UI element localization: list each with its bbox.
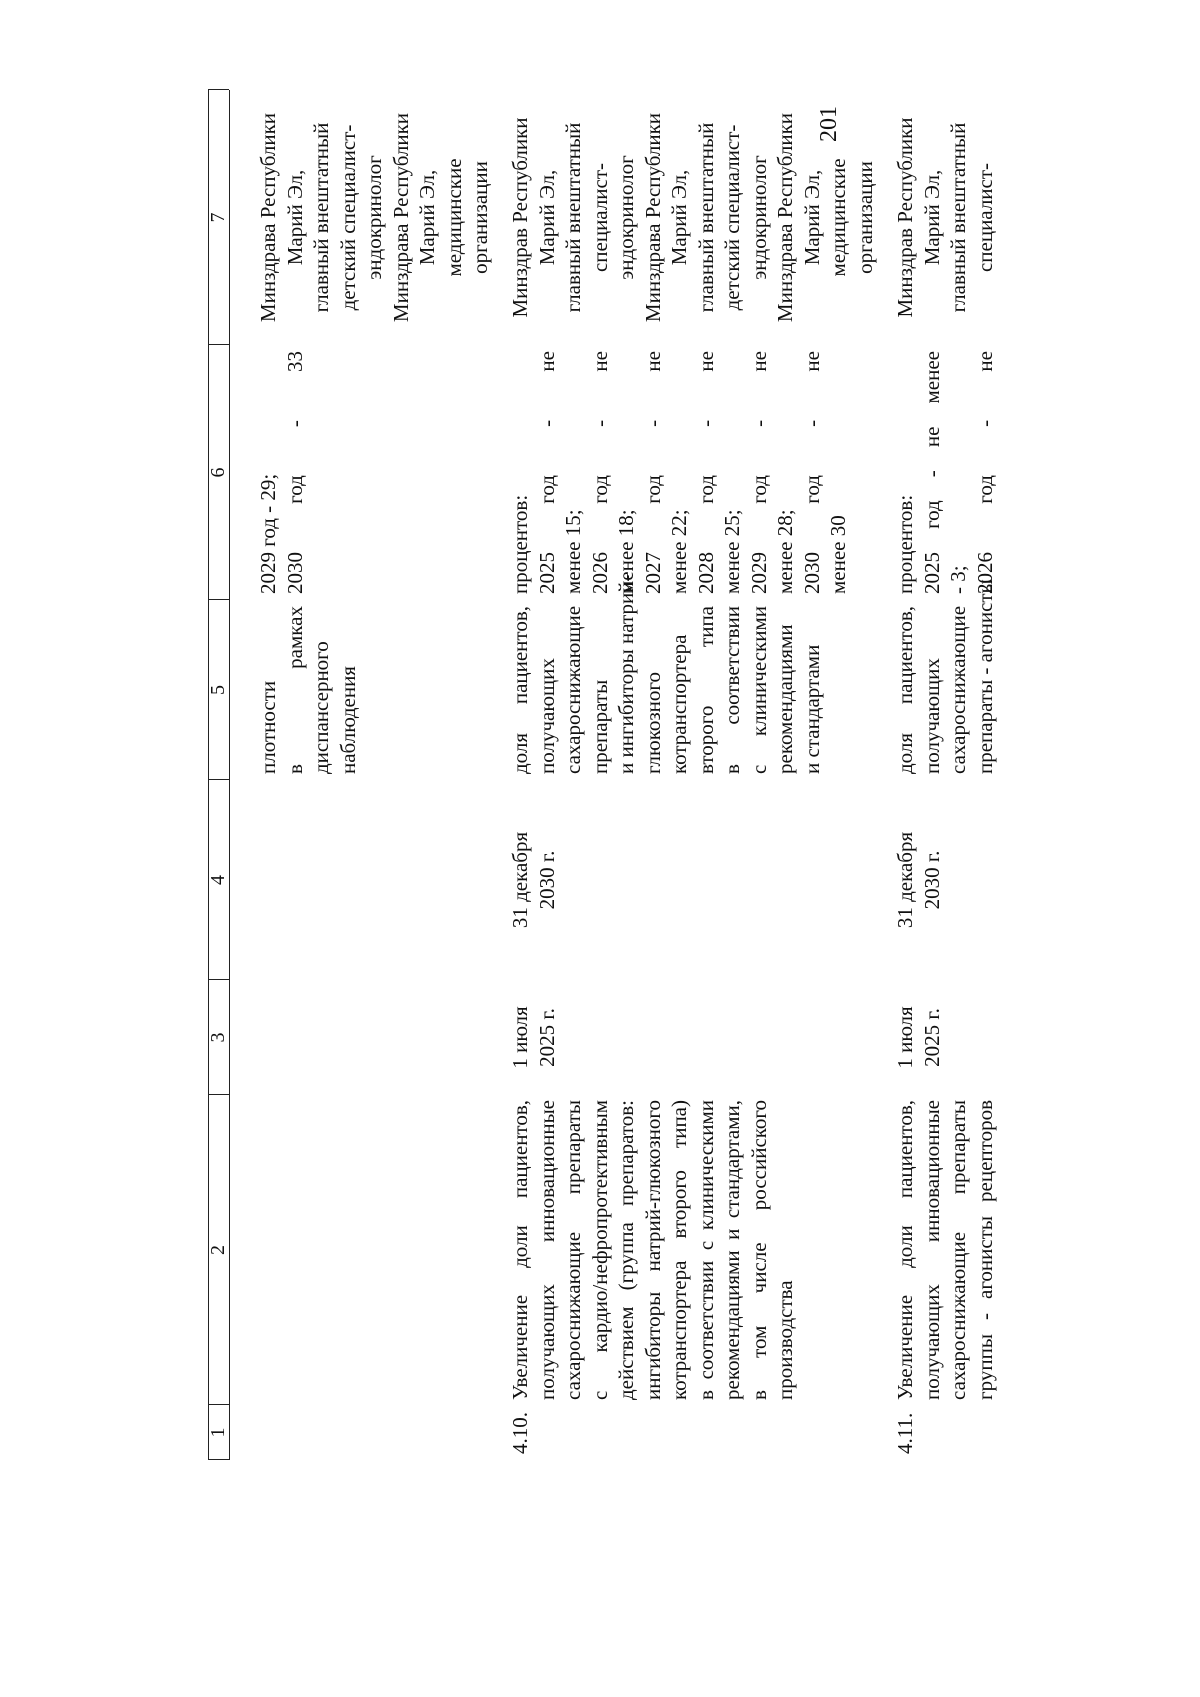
cell-line: получающих: [534, 658, 559, 774]
row-1-col2: [507, 1100, 799, 1400]
header-col-1: 1: [207, 1427, 229, 1438]
cell-line: диспансерного: [309, 641, 333, 774]
cell-line: Марий Эл,: [919, 169, 944, 266]
cell-line: сахароснижающие: [946, 605, 970, 774]
cell-line: 2025 год - не менее: [919, 351, 944, 594]
cell-line: организации: [852, 161, 877, 274]
cell-line: 2027 год - не: [640, 351, 665, 594]
cell-line: наблюдения: [335, 666, 360, 774]
cell-line: получающих инновационные: [534, 1100, 559, 1400]
cell-line: 2026 год - не: [972, 351, 997, 594]
cell-line: Минздрав Республики: [508, 117, 532, 318]
cell-line: 2025 г.: [919, 1008, 944, 1067]
cell-line: менее 25;: [720, 509, 744, 594]
cell-line: Увеличение доли пациентов,: [508, 1100, 532, 1400]
row-2-col5: [892, 579, 998, 774]
header-col-4: 4: [207, 875, 229, 885]
cell-line: эндокринолог: [362, 155, 386, 280]
row-2-col3: [892, 980, 945, 1095]
cell-line: глюкозного: [640, 672, 665, 774]
cell-line: процентов:: [508, 494, 532, 594]
cell-line: медицинские: [441, 158, 466, 277]
cell-line: ингибиторы натрий-глюкозного: [640, 1100, 665, 1400]
cell-line: Марий Эл,: [534, 169, 559, 266]
row-2-col6: [892, 351, 998, 594]
cell-line: котранспортера: [667, 634, 691, 774]
cell-line: менее 15;: [561, 509, 585, 594]
cell-line: детский специалист-: [720, 124, 744, 311]
cell-line: главный внештатный: [693, 122, 718, 313]
row-2-col1: [892, 1409, 919, 1454]
cell-line: 2029 год - 29;: [256, 473, 280, 594]
cell-line: Марий Эл,: [415, 169, 439, 266]
cell-line: Минздрава Республики: [640, 112, 665, 323]
cell-line: котранспортера второго типа): [667, 1100, 691, 1400]
cell-line: 2028 год - не: [693, 351, 718, 594]
cell-line: 4.10.: [508, 1412, 532, 1454]
header-col-2: 2: [207, 1245, 229, 1255]
cell-line: Минздрава Республики: [256, 112, 280, 323]
cell-line: доля пациентов,: [508, 606, 532, 774]
cell-line: 2030 г.: [534, 850, 559, 910]
cell-line: получающих: [919, 658, 944, 774]
cell-line: Увеличение доли пациентов,: [893, 1100, 917, 1400]
cell-line: 2029 год - не: [746, 351, 771, 594]
cell-line: второго типа: [693, 606, 718, 774]
cell-line: Минздрава Республики: [773, 112, 797, 323]
cell-line: в соответствии: [720, 606, 744, 774]
row-1-col1: [507, 1409, 534, 1454]
cell-line: 1 июля: [508, 1006, 532, 1069]
cell-line: группы - агонисты рецепторов: [972, 1100, 997, 1400]
cell-line: специалист-: [972, 162, 997, 273]
header-bottom-border: [229, 90, 230, 1460]
cell-line: сахароснижающие: [561, 605, 585, 774]
cell-line: эндокринолог: [746, 155, 771, 280]
cell-line: в рамках: [282, 606, 307, 774]
cell-line: рекомендациями и стандартами,: [720, 1100, 744, 1400]
cell-line: 31 декабря: [893, 831, 917, 929]
row-2-col2: [892, 1100, 998, 1400]
cell-line: организации: [468, 161, 492, 274]
cell-line: Марий Эл,: [799, 169, 824, 266]
header-col-6: 6: [207, 467, 229, 478]
cell-line: препараты - агонисты: [972, 579, 997, 774]
page-number: 201: [816, 106, 842, 142]
cell-line: менее 22;: [667, 509, 691, 594]
cell-line: сахароснижающие препараты: [561, 1100, 585, 1400]
row-1-col5: [507, 574, 825, 774]
cell-line: медицинские: [826, 158, 850, 277]
cell-line: детский специалист-: [335, 124, 360, 311]
cell-line: Марий Эл,: [282, 169, 307, 266]
row-2-col7: [892, 90, 998, 345]
cell-line: с кардио/нефропротективным: [587, 1100, 612, 1400]
cell-line: 31 декабря: [508, 831, 532, 929]
cell-line: Минздрава Республики: [388, 112, 413, 323]
cell-line: рекомендациями: [773, 624, 797, 774]
header-col-5: 5: [207, 685, 229, 695]
cell-line: главный внештатный: [309, 122, 333, 313]
continuation-responsible-cell: [255, 90, 494, 345]
cell-line: - 3;: [946, 565, 970, 594]
cell-line: получающих инновационные: [919, 1100, 944, 1400]
cell-line: специалист-: [587, 162, 612, 273]
row-1-col3: [507, 980, 560, 1095]
cell-line: и ингибиторы натрий-: [614, 574, 638, 774]
cell-line: 4.11.: [893, 1412, 917, 1454]
cell-line: и стандартами: [799, 644, 824, 774]
cell-line: Марий Эл,: [667, 169, 691, 266]
cell-line: процентов:: [893, 494, 917, 594]
row-1-col6: [507, 351, 852, 594]
continuation-indicator-cell: [255, 606, 361, 774]
cell-line: эндокринолог: [614, 155, 638, 280]
cell-line: 2025 год - не: [534, 351, 559, 594]
cell-line: в том числе российского: [746, 1100, 771, 1400]
cell-line: 2025 г.: [534, 1008, 559, 1067]
row-1-col7: [507, 90, 878, 345]
cell-line: в соответствии с клиническими: [693, 1100, 718, 1400]
cell-line: главный внештатный: [946, 122, 970, 313]
cell-line: 2026 год - не: [587, 351, 612, 594]
continuation-values-cell: [255, 351, 308, 594]
header-col-7: 7: [207, 212, 229, 223]
row-1-col4: [507, 780, 560, 980]
cell-line: 1 июля: [893, 1006, 917, 1069]
cell-line: сахароснижающие препараты: [946, 1100, 970, 1400]
cell-line: менее 30: [826, 515, 850, 594]
row-2-col4: [892, 780, 945, 980]
cell-line: производства: [773, 1280, 797, 1400]
cell-line: плотности: [256, 680, 280, 774]
cell-line: 2030 год - 33: [282, 351, 307, 594]
cell-line: менее 28;: [773, 509, 797, 594]
cell-line: доля пациентов,: [893, 606, 917, 774]
header-col-3: 3: [207, 1032, 229, 1043]
cell-line: с клиническими: [746, 606, 771, 774]
cell-line: менее 18;: [614, 509, 638, 594]
cell-line: препараты: [587, 679, 612, 774]
cell-line: Минздрав Республики: [893, 117, 917, 318]
cell-line: действием (группа препаратов:: [614, 1100, 638, 1400]
cell-line: 2030 г.: [919, 850, 944, 910]
cell-line: 2030 год - не: [799, 351, 824, 594]
cell-line: главный внештатный: [561, 122, 585, 313]
